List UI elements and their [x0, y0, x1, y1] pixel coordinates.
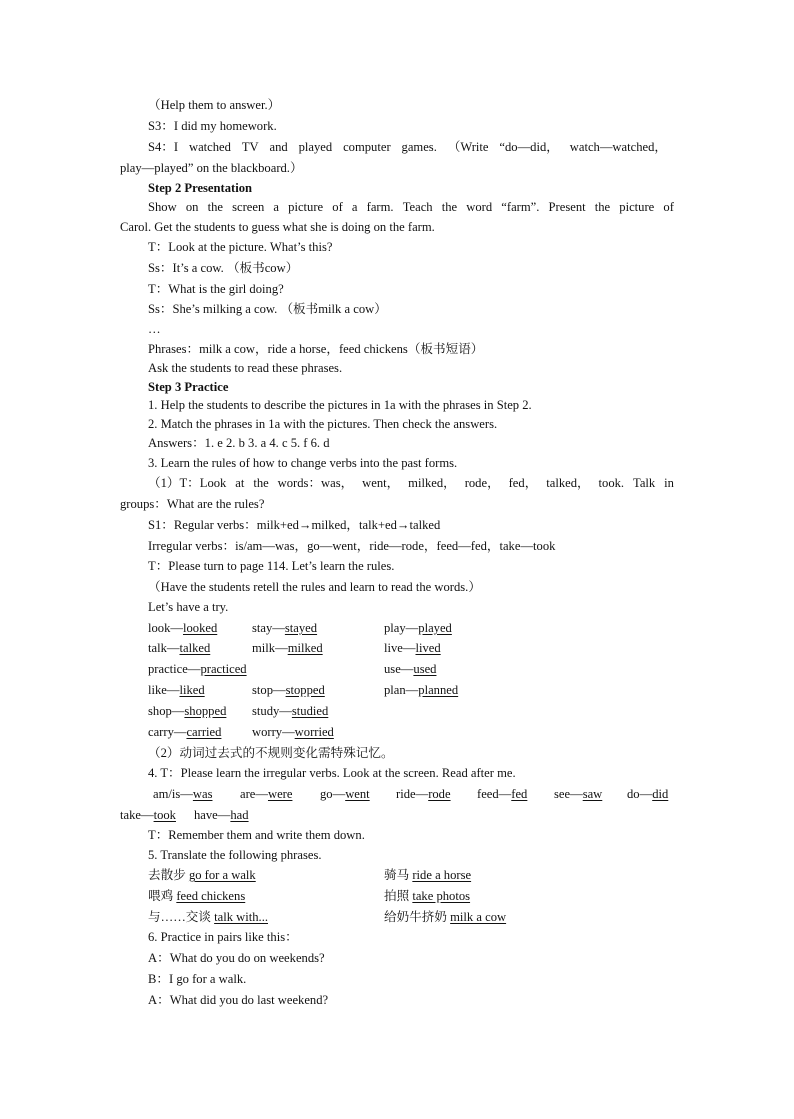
past-form: talked	[179, 641, 211, 655]
translation-answer: go for a walk	[188, 868, 256, 882]
irregular-pair: have—had	[194, 808, 249, 822]
translation-answer: ride a horse	[412, 868, 472, 882]
translation-pair: 与……交谈 talk with...	[148, 910, 268, 924]
instruction-line: Let’s have a try.	[148, 600, 229, 614]
regular-verbs-line: S1：Regular verbs：milk+ed→milked，talk+ed→talked	[148, 518, 441, 532]
step2-paragraph-continuation: Carol. Get the students to guess what she is doing on the farm.	[120, 220, 435, 234]
s4-line-justified: S4：I watched TV and played computer games. （Write “do—did， watch—watched，	[148, 140, 667, 154]
verb-pair: shop—shopped	[148, 704, 227, 718]
past-form: was	[192, 787, 213, 801]
phrases-line: Phrases：milk a cow，ride a horse，feed chickens（板书短语）	[148, 342, 484, 356]
verb-pair: live—lived	[384, 641, 441, 655]
verb-pair: carry—carried	[148, 725, 222, 739]
translation-answer: milk a cow	[450, 910, 507, 924]
verb-pair: play—played	[384, 621, 452, 635]
past-form: rode	[428, 787, 451, 801]
answers-line: Answers：1. e 2. b 3. a 4. c 5. f 6. d	[148, 436, 330, 450]
past-form: were	[267, 787, 293, 801]
irregular-pair: ride—rode	[396, 787, 451, 801]
irregular-pair: take—took	[120, 808, 176, 822]
verb-pair: practice—practiced	[148, 662, 247, 676]
intro-line: S3：I did my homework.	[148, 119, 277, 133]
step2-paragraph-justified: Show on the screen a picture of a farm. Teach the word “farm”. Present the picture of	[148, 200, 674, 214]
dialogue-line: B：I go for a walk.	[148, 972, 247, 986]
translation-answer: feed chickens	[176, 889, 246, 903]
past-form: played	[418, 621, 452, 635]
dialogue-line: T：What is the girl doing?	[148, 282, 284, 296]
past-form: had	[230, 808, 249, 822]
step3-heading: Step 3 Practice	[148, 380, 229, 394]
irregular-note: （2）动词过去式的不规则变化需特殊记忆。	[148, 746, 394, 760]
practice-item: 6. Practice in pairs like this：	[148, 930, 298, 944]
instruction-line: Ask the students to read these phrases.	[148, 361, 343, 375]
intro-line: （Help them to answer.）	[148, 98, 281, 112]
past-form: used	[413, 662, 437, 676]
dialogue-line: Ss：She’s milking a cow. （板书milk a cow）	[148, 302, 387, 316]
irregular-pair: are—were	[240, 787, 293, 801]
translation-answer: talk with...	[214, 910, 268, 924]
practice-item: 1. Help the students to describe the pictures in 1a with the phrases in Step 2.	[148, 398, 532, 412]
rules-line-justified: （1）T：Look at the words：was， went， milked， rode， fed， talked， took. Talk in	[148, 476, 674, 490]
past-form: fed	[511, 787, 528, 801]
past-form: took	[153, 808, 176, 822]
verb-pair: like—liked	[148, 683, 205, 697]
verb-pair: study—studied	[252, 704, 329, 718]
past-form: saw	[582, 787, 603, 801]
past-form: practiced	[200, 662, 247, 676]
past-form: liked	[179, 683, 205, 697]
past-form: looked	[182, 621, 218, 635]
irregular-pair: see—saw	[554, 787, 603, 801]
practice-item: 5. Translate the following phrases.	[148, 848, 322, 862]
past-form: worried	[294, 725, 334, 739]
past-form: lived	[415, 641, 441, 655]
past-form: studied	[291, 704, 329, 718]
irregular-pair: do—did	[627, 787, 669, 801]
verb-pair: milk—milked	[252, 641, 323, 655]
dialogue-line: T：Look at the picture. What’s this?	[148, 240, 333, 254]
rules-line-continuation: groups：What are the rules?	[120, 497, 265, 511]
s4-line-continuation: play—played” on the blackboard.）	[120, 161, 303, 175]
step2-heading: Step 2 Presentation	[148, 181, 253, 195]
translation-pair: 骑马 ride a horse	[384, 868, 472, 882]
verb-pair: talk—talked	[148, 641, 211, 655]
verb-pair: stay—stayed	[252, 621, 318, 635]
past-form: did	[652, 787, 669, 801]
past-form: carried	[186, 725, 222, 739]
verb-pair: worry—worried	[252, 725, 334, 739]
dialogue-line: Ss：It’s a cow. （板书cow）	[148, 261, 299, 275]
irregular-verbs-line: Irregular verbs：is/am—was，go—went，ride—rode，feed—fed，take—took	[148, 539, 556, 553]
irregular-pair: go—went	[320, 787, 370, 801]
instruction-line: T：Please turn to page 114. Let’s learn the rules.	[148, 559, 395, 573]
translation-answer: take photos	[412, 889, 471, 903]
translation-pair: 去散步 go for a walk	[148, 868, 256, 882]
irregular-pair: am/is—was	[153, 787, 213, 801]
verb-pair: look—looked	[148, 621, 218, 635]
translation-pair: 拍照 take photos	[384, 889, 471, 903]
past-form: milked	[287, 641, 323, 655]
instruction-line: （Have the students retell the rules and learn to read the words.）	[148, 580, 481, 594]
ellipsis-line: …	[148, 322, 161, 336]
translation-pair: 给奶牛挤奶 milk a cow	[384, 910, 507, 924]
verb-pair: plan—planned	[384, 683, 459, 697]
practice-item: 4. T：Please learn the irregular verbs. Look at the screen. Read after me.	[148, 766, 516, 780]
past-form: stayed	[284, 621, 318, 635]
past-form: planned	[418, 683, 459, 697]
verb-pair: use—used	[384, 662, 437, 676]
practice-item: 2. Match the phrases in 1a with the pictures. Then check the answers.	[148, 417, 498, 431]
past-form: shopped	[184, 704, 227, 718]
verb-pair: stop—stopped	[252, 683, 325, 697]
irregular-pair: feed—fed	[477, 787, 528, 801]
dialogue-line: A：What do you do on weekends?	[148, 951, 325, 965]
translation-pair: 喂鸡 feed chickens	[148, 889, 246, 903]
dialogue-line: A：What did you do last weekend?	[148, 993, 329, 1007]
past-form: stopped	[285, 683, 325, 697]
practice-item: 3. Learn the rules of how to change verbs into the past forms.	[148, 456, 458, 470]
instruction-line: T：Remember them and write them down.	[148, 828, 365, 842]
past-form: went	[345, 787, 370, 801]
